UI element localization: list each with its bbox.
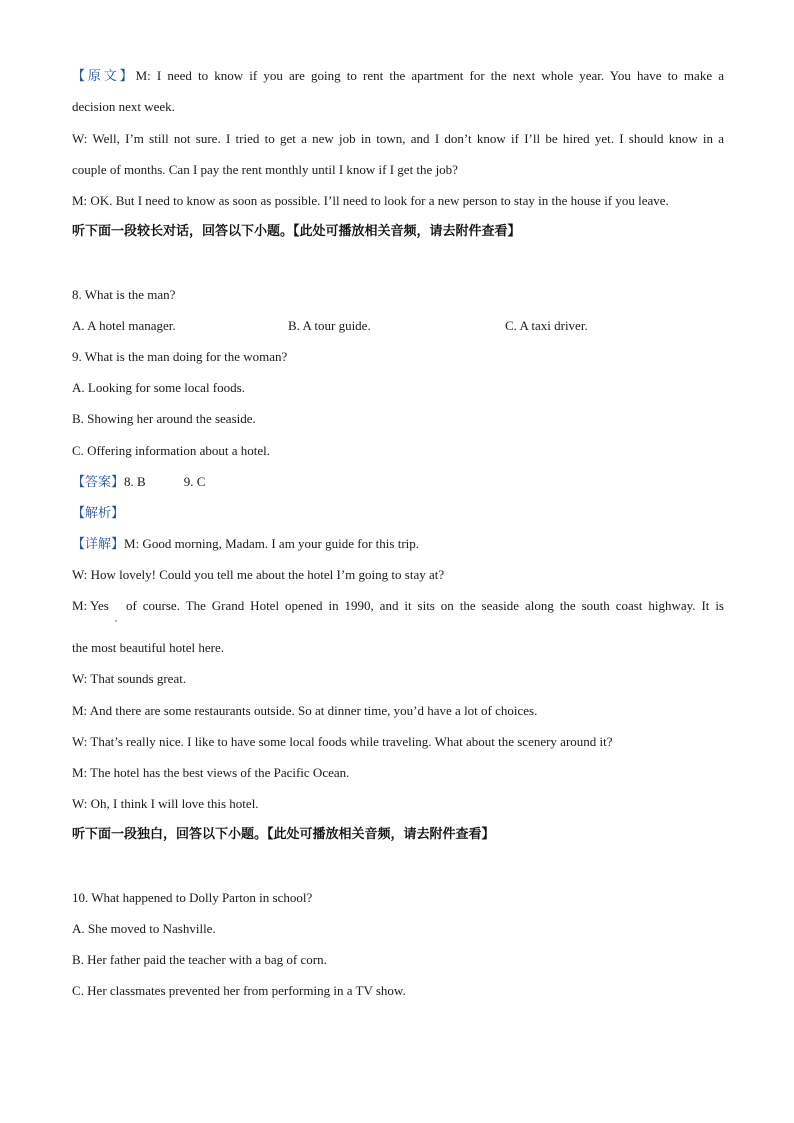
answer-tag: 【答案】 — [72, 474, 125, 489]
q9-option-a: A. Looking for some local foods. — [72, 380, 245, 395]
detail-line-1 — [72, 535, 724, 553]
q8-option-a: A. A hotel manager. — [72, 318, 176, 333]
analysis-line — [72, 504, 724, 522]
q10-option-c: C. Her classmates prevented her from performing in a TV show. — [72, 983, 406, 998]
transcript-line-5: M: OK. But I need to know as soon as possible. I’ll need to look for a new person to stay in the house if you leave. — [72, 193, 669, 208]
detail-line-4: the most beautiful hotel here. — [72, 640, 224, 655]
q8-option-c: C. A taxi driver. — [505, 318, 588, 333]
transcript-text: M: I need to know if you are going to rent the apartment for the next whole year. You have to make a — [135, 68, 724, 83]
question-9: 9. What is the man doing for the woman? — [72, 349, 288, 364]
detail-line-9: W: Oh, I think I will love this hotel. — [72, 796, 259, 811]
transcript-line-2: decision next week. — [72, 99, 175, 114]
detail-tag: 【详解】 — [72, 536, 125, 551]
question-10: 10. What happened to Dolly Parton in school? — [72, 890, 313, 905]
analysis-tag: 【解析】 — [72, 505, 125, 520]
comma-mark: , — [115, 614, 117, 623]
transcript-line-3: W: Well, I’m still not sure. I tried to get a new job in town, and I don’t know if I’ll be hired yet. I should know in a — [72, 131, 724, 146]
detail-text: M: Good morning, Madam. I am your guide for this trip. — [124, 536, 420, 551]
detail-line-6: M: And there are some restaurants outside. So at dinner time, you’d have a lot of choices. — [72, 703, 538, 718]
detail-line-2: W: How lovely! Could you tell me about the hotel I’m going to stay at? — [72, 567, 445, 582]
section-instruction-1: 听下面一段较长对话，回答以下小题。【此处可播放相关音频，请去附件查看】 — [72, 224, 521, 239]
q9-option-c: C. Offering information about a hotel. — [72, 443, 270, 458]
answer-line — [72, 473, 724, 491]
detail-line-7: W: That’s really nice. I like to have some local foods while traveling. What about the scenery around it? — [72, 734, 613, 749]
yuanwen-tag: 【原文】 — [72, 68, 136, 83]
answer-8: 8. B — [124, 474, 146, 489]
detail-line-5: W: That sounds great. — [72, 671, 187, 686]
answer-9: 9. C — [183, 474, 206, 489]
section-instruction-2: 听下面一段独白，回答以下小题。【此处可播放相关音频，请去附件查看】 — [72, 827, 495, 842]
detail-line-8: M: The hotel has the best views of the Pacific Ocean. — [72, 765, 350, 780]
q10-option-a: A. She moved to Nashville. — [72, 921, 216, 936]
transcript-line-1 — [72, 67, 724, 85]
q10-option-b: B. Her father paid the teacher with a bag of corn. — [72, 952, 327, 967]
q8-option-b: B. A tour guide. — [288, 318, 371, 333]
detail-rest: of course. The Grand Hotel opened in 1990, and it sits on the seaside along the south coast highway. It is — [126, 598, 724, 613]
question-8: 8. What is the man? — [72, 287, 176, 302]
detail-line-3 — [72, 597, 724, 623]
q9-option-b: B. Showing her around the seaside. — [72, 411, 256, 426]
transcript-line-4: couple of months. Can I pay the rent monthly until I know if I get the job? — [72, 162, 458, 177]
detail-yes: M: Yes — [72, 598, 109, 613]
